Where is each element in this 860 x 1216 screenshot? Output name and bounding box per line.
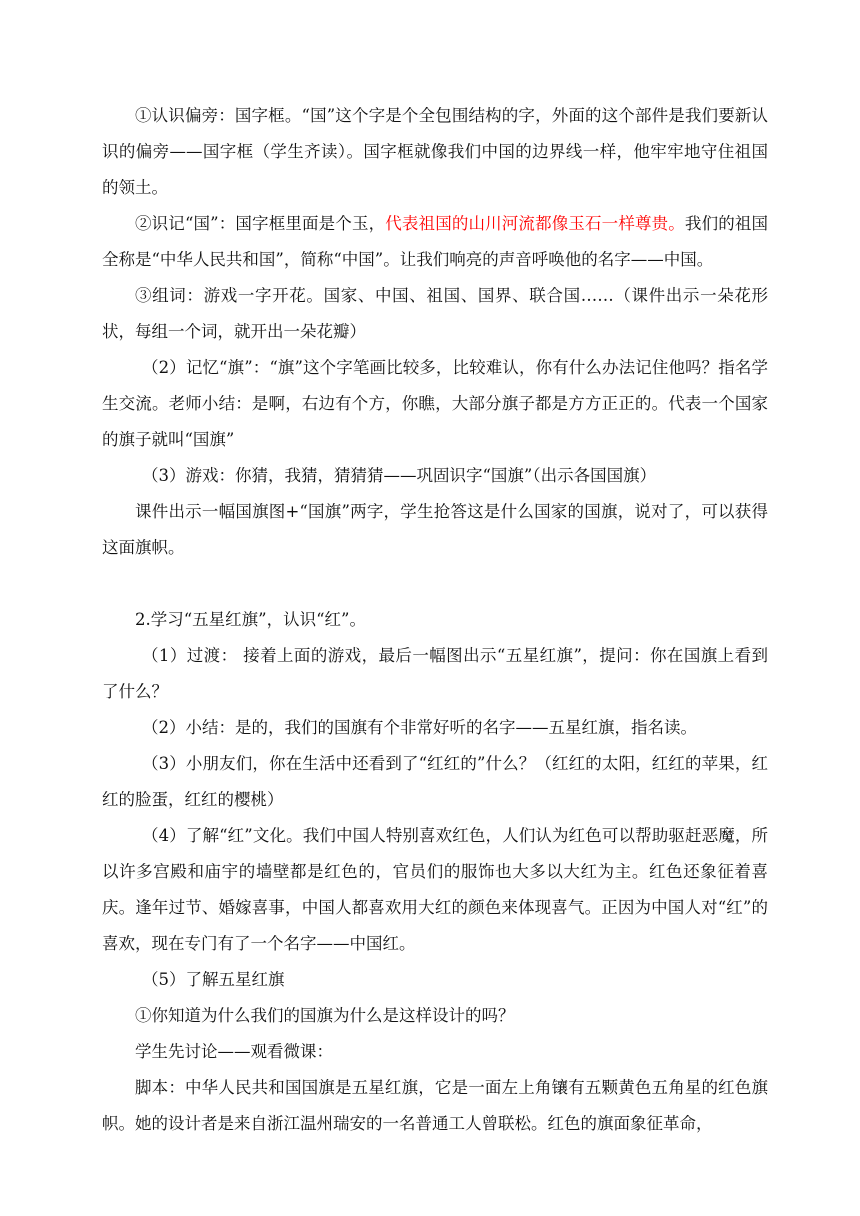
paragraph-word-game: ③组词：游戏一字开花。国家、中国、祖国、国界、联合国……（课件出示一朵花形状，每组一个词，就开出一朵花瓣）	[102, 286, 768, 341]
paragraph-red-culture: （4）了解“红”文化。我们中国人特别喜欢红色，人们认为红色可以帮助驱赶恶魔，所以许多宫殿和庙宇的墙壁都是红色的，官员们的服饰也大多以大红为主。红色还象征着喜庆。逢年过节、婚嫁喜事，中国人都喜欢用大红的颜色来体现喜气。正因为中国人对“红”的喜欢，现在专门有了一个名字——中国红。	[102, 826, 768, 953]
paragraph-script: 脚本：中华人民共和国国旗是五星红旗，它是一面左上角镶有五颗黄色五角星的红色旗帜。她的设计者是来自浙江温州瑞安的一名普通工人曾联松。红色的旗面象征革命，	[102, 1078, 768, 1133]
paragraph-radical: ①认识偏旁：国字框。“国”这个字是个全包围结构的字，外面的这个部件是我们要新认识的偏旁——国字框（学生齐读）。国字框就像我们中国的边界线一样，他牢牢地守住祖国的领土。	[102, 106, 768, 197]
highlighted-text: 代表祖国的山川河流都像玉石一样尊贵。	[385, 214, 685, 233]
paragraph-memorize-qi: （2）记忆“旗”：“旗”这个字笔画比较多，比较难认，你有什么办法记住他吗？指名学生交流。老师小结：是啊，右边有个方，你瞧，大部分旗子都是方方正正的。代表一个国家的旗子就叫“国旗”	[102, 358, 768, 449]
paragraph-five-star-flag: （5）了解五星红旗	[142, 970, 285, 989]
paragraph-discussion: 学生先讨论——观看微课：	[135, 1042, 333, 1061]
paragraph-text: 我们的祖国全称是“中华人民共和国”，简称“中国”。让我们响亮的声音呼唤他的名字——中国。	[102, 214, 769, 269]
paragraph-transition: （1）过渡： 接着上面的游戏，最后一幅图出示“五星红旗”，提问：你在国旗上看到了什么？	[102, 646, 768, 701]
section-heading: 2.学习“五星红旗”，认识“红”。	[135, 610, 366, 629]
paragraph-recognize-guo	[102, 206, 768, 278]
paragraph-spacer	[102, 566, 768, 602]
paragraph-design-question: ①你知道为什么我们的国旗为什么是这样设计的吗？	[135, 1006, 515, 1025]
paragraph-flag-quiz: 课件出示一幅国旗图+“国旗”两字，学生抢答这是什么国家的国旗，说对了，可以获得这面旗帜。	[102, 502, 768, 557]
paragraph-red-things: （3）小朋友们，你在生活中还看到了“红红的”什么？（红红的太阳，红红的苹果，红红的脸蛋，红红的樱桃）	[102, 754, 768, 809]
paragraph-text: ②识记“国”：国字框里面是个玉，	[135, 214, 386, 233]
paragraph-summary: （2）小结：是的，我们的国旗有个非常好听的名字——五星红旗，指名读。	[142, 718, 697, 737]
document-body	[102, 98, 768, 1142]
paragraph-guess-game: （3）游戏：你猜，我猜，猜猜猜——巩固识字“国旗”（出示各国国旗）	[142, 466, 657, 485]
